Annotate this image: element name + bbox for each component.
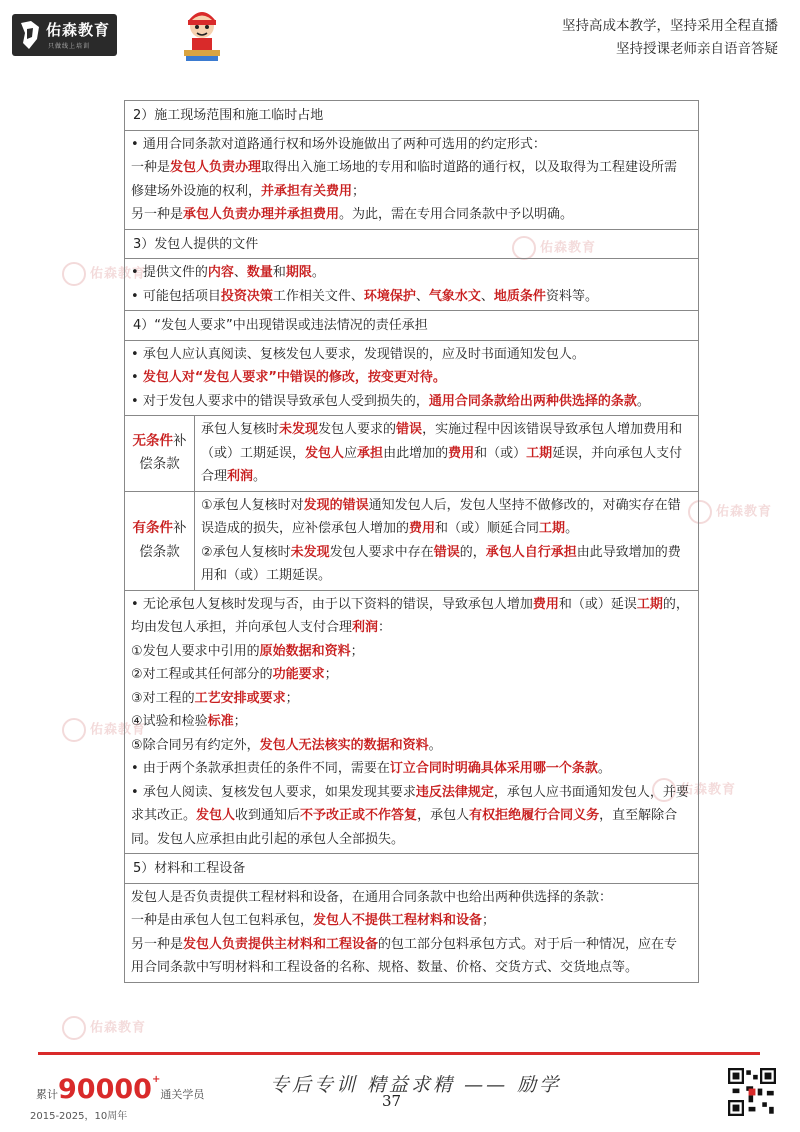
slogan-line-2: 坚持授课老师亲自语音答疑 — [616, 41, 778, 57]
watermark: 佑森教育 — [62, 718, 146, 742]
paragraph: 另一种是承包人负责办理并承担费用。为此，需在专用合同条款中予以明确。 — [131, 207, 574, 222]
clause-item: ①承包人复核时对发现的错误通知发包人后，发包人坚持不做修改的，对确实存在错误造成的损失，应补偿承包人增加的费用和（或）顺延合同工期。 — [201, 497, 681, 536]
anniversary-text: 2015-2025，10周年 — [30, 1111, 128, 1122]
watermark: 佑森教育 — [512, 236, 596, 260]
content-table — [124, 100, 699, 983]
watermark: 佑森教育 — [62, 262, 146, 286]
list-item: ①发包人要求中引用的原始数据和资料； — [131, 643, 364, 659]
handwritten-motto: 专后专训 精益求精 —— 励学 — [270, 1074, 562, 1096]
list-item: ④试验和检验标准； — [131, 714, 247, 729]
clause-row-conditional — [125, 491, 699, 590]
student-count-badge — [36, 1074, 204, 1105]
brand-logo — [12, 14, 117, 56]
section-content-row — [125, 259, 699, 311]
logo-text: 佑森教育 — [46, 21, 111, 39]
bullet-paragraph: • 发包人对“发包人要求”中错误的修改，按变更对待。 — [131, 366, 690, 390]
section-title: 4）“发包人要求”中出现错误或违法情况的责任承担 — [125, 311, 699, 341]
bullet-paragraph: • 承包人应认真阅读、复核发包人要求，发现错误的，应及时书面通知发包人。 — [131, 343, 690, 367]
section-content — [125, 883, 699, 982]
section-content-row — [125, 590, 699, 854]
section-title: 5）材料和工程设备 — [125, 854, 699, 884]
section-content-row — [125, 130, 699, 229]
footer-divider — [38, 1052, 760, 1055]
section-heading-row — [125, 229, 699, 259]
list-item: ⑤除合同另有约定外，发包人无法核实的数据和资料。 — [131, 737, 442, 753]
clause-label: 有条件补偿条款 — [125, 491, 195, 590]
watermark: 佑森教育 — [688, 500, 772, 524]
section-content-row — [125, 340, 699, 416]
list-item: ③对工程的工艺安排或要求； — [131, 690, 299, 706]
section-heading-row — [125, 101, 699, 131]
page-header — [0, 0, 800, 70]
clause-description: 承包人复核时未发现发包人要求的错误，实施过程中因该错误导致承包人增加费用和（或）工期延误，发包人应承担由此增加的费用和（或）工期延误，并向承包人支付合理利润。 — [195, 416, 699, 492]
bullet-paragraph: • 由于两个条款承担责任的条件不同，需要在订立合同时明确具体采用哪一个条款。 — [131, 757, 690, 781]
watermark: 佑森教育 — [652, 778, 736, 802]
clause-label: 无条件补偿条款 — [125, 416, 195, 492]
count-suffix: 通关学员 — [160, 1088, 205, 1101]
bullet-paragraph: • 通用合同条款对道路通行权和场外设施做出了两种可选用的约定形式： — [131, 133, 690, 157]
section-content — [125, 340, 699, 416]
clause-row-unconditional — [125, 416, 699, 492]
bullet-paragraph: • 承包人阅读、复核发包人要求，如果发现其要求违反法律规定，承包人应书面通知发包人，并要求其改正。发包人收到通知后不予改正或不作答复，承包人有权拒绝履行合同义务，直至解除合同。发包人应承担由此引起的承包人全部损失。 — [131, 781, 690, 852]
list-item: ②对工程或其任何部分的功能要求； — [131, 667, 338, 682]
bullet-paragraph: • 无论承包人复核时发现与否，由于以下资料的错误，导致承包人增加费用和（或）延误工期的，均由发包人承担，并向承包人支付合理利润： — [131, 593, 690, 640]
paragraph: 一种是发包人负责办理取得出入施工场地的专用和临时道路的通行权，以及取得为工程建设所需修建场外设施的权利，并承担有关费用； — [131, 160, 678, 199]
qr-code-icon — [728, 1068, 776, 1116]
section-title: 3）发包人提供的文件 — [125, 229, 699, 259]
bullet-paragraph: • 对于发包人要求中的错误导致承包人受到损失的，通用合同条款给出两种供选择的条款。 — [131, 390, 690, 414]
bullet-paragraph: • 提供文件的内容、数量和期限。 — [131, 261, 690, 285]
section-content-row — [125, 883, 699, 982]
student-count: 90000 — [58, 1074, 152, 1105]
clause-description — [195, 491, 699, 590]
watermark: 佑森教育 — [62, 1016, 146, 1040]
page-number: 37 — [382, 1092, 402, 1110]
logo-emblem-icon — [17, 19, 43, 51]
section-heading-row — [125, 854, 699, 884]
paragraph: 发包人是否负责提供工程材料和设备，在通用合同条款中也给出两种供选择的条款： — [131, 889, 613, 905]
section-heading-row — [125, 311, 699, 341]
slogan-line-1: 坚持高成本教学，坚持采用全程直播 — [562, 18, 778, 34]
logo-subtext: 只做线上培训 — [48, 43, 91, 50]
bullet-paragraph: • 可能包括项目投资决策工作相关文件、环境保护、气象水文、地质条件资料等。 — [131, 285, 690, 309]
section-title: 2）施工现场范围和施工临时占地 — [125, 101, 699, 131]
plus-mark: + — [151, 1074, 161, 1085]
mascot-icon — [178, 6, 226, 64]
clause-item: ②承包人复核时未发现发包人要求中存在错误的，承包人自行承担由此导致增加的费用和（或）工期延误。 — [201, 544, 681, 583]
section-content — [125, 130, 699, 229]
section-content — [125, 590, 699, 854]
cumulative-label: 累计 — [36, 1088, 58, 1101]
paragraph: 一种是由承包人包工包料承包，发包人不提供工程材料和设备； — [131, 913, 496, 928]
section-content — [125, 259, 699, 311]
paragraph: 另一种是发包人负责提供主材料和工程设备的包工部分包料承包方式。对于后一种情况，应在专用合同条款中写明材料和工程设备的名称、规格、数量、价格、交货方式、交货地点等。 — [131, 936, 678, 975]
